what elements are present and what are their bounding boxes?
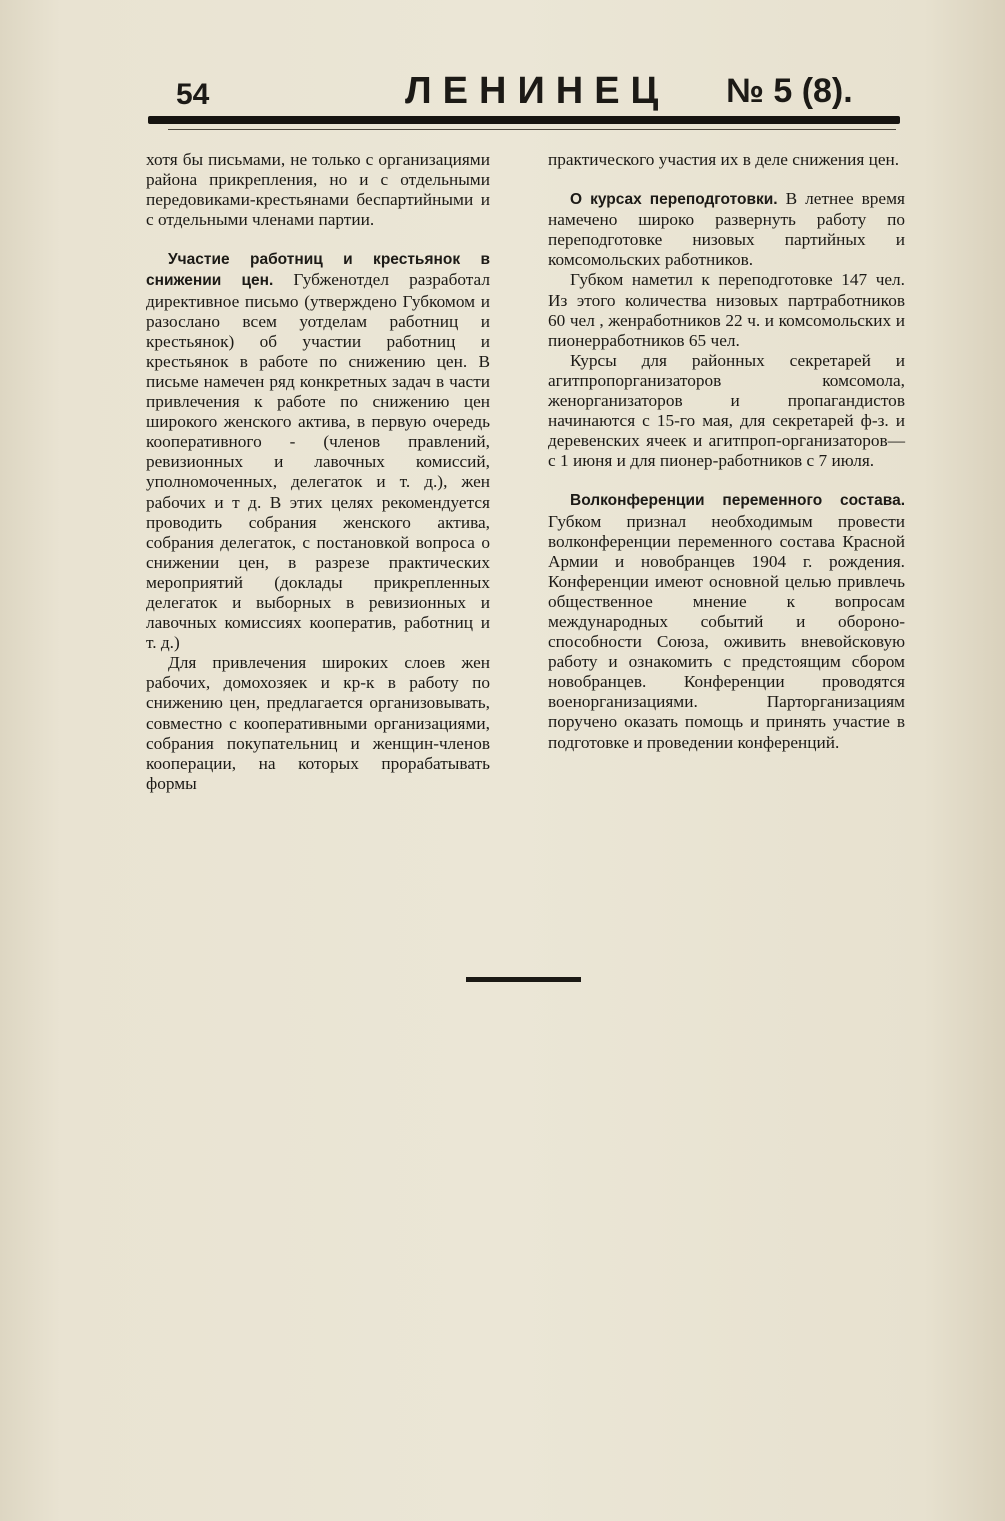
magazine-title: ЛЕНИНЕЦ: [405, 70, 670, 112]
paragraph-text: В летнее время намечено широко развернуть работу по переподготовке низовых партийных и комсомольских работников.: [548, 189, 905, 270]
paragraph: хотя бы письмами, не только с организациями района прикрепления, но и с отдельными передовиками-крестьянами беспартийными и с отдельными членами партии.: [146, 150, 490, 230]
page-number: 54: [176, 78, 210, 111]
left-column: [146, 150, 490, 794]
end-of-article-rule: [466, 977, 581, 982]
header-thin-rule: [168, 129, 896, 130]
section-heading: О курсах переподготовки.: [570, 191, 778, 209]
section-heading: Волконференции переменного состава.: [570, 492, 905, 510]
paragraph: Губком наметил к переподготовке 147 чел. Из этого количества низовых партработников 60 чел , женработников 22 ч. и комсомольских и пионерработников 65 чел.: [548, 270, 905, 350]
paragraph: [548, 490, 905, 752]
paragraph-text: Губком признал необходимым провести волконференции переменного состава Красной Армии и новобранцев 1904 г. рождения. Конференции имеют основной целью привлечь общественное мнение к вопросам международных событий и обороно-способности Союза, оживить вневойсковую работу и ознакомить с предстоящим сбором новобранцев. Конференции проводятся военорганизациями. Парторганизациям поручено оказать помощь и принять участие в подготовке и проведении конференций.: [548, 511, 905, 752]
header-rule: [148, 116, 900, 124]
right-column: [548, 150, 905, 753]
paragraph: практического участия их в деле снижения цен.: [548, 150, 900, 169]
paragraph: Курсы для районных секретарей и агитпропорганизаторов комсомола, женорганизаторов и пропагандистов начинаются с 15-го мая, для секретарей ф-з. и деревенских ячеек и агитпроп-организаторов—с 1 июня и для пионер-работников с 7 июля.: [548, 350, 905, 471]
paragraph: Для привлечения широких слоев жен рабочих, домохозяек и кр-к в работу по снижению цен, предлагается организовывать, совместно с кооперативными организациями, собрания покупательниц и женщин-членов кооперации, на которых прорабатывать формы: [146, 653, 490, 793]
paragraph: [146, 249, 490, 653]
issue-number: № 5 (8).: [726, 72, 853, 110]
paragraph: [548, 189, 905, 270]
paragraph-text: Губженотдел разработал директивное письмо (утверждено Губкомом и разослано всем уотделам работниц и крестьянок) об участии работниц и крестьянок в работе по снижению цен. В письме намечен ряд конкретных задач в части привлечения к работе по снижению цен широкого женского актива, в первую очередь кооперативного - (членов правлений, ревизионных и лавочных комиссий, уполномоченных, делегаток и т. д.), жен рабочих и т д. В этих целях рекомендуется проводить собрания женского актива, собрания делегаток, с постановкой вопроса о снижении цен, в разрезе практических мероприятий (доклады прикрепленных делегаток и выборных в ревизионных и лавочных комиссиях кооператив, работниц и т. д.): [146, 270, 490, 653]
section-heading: Участие работниц и крестьянок в снижении цен.: [146, 251, 490, 290]
